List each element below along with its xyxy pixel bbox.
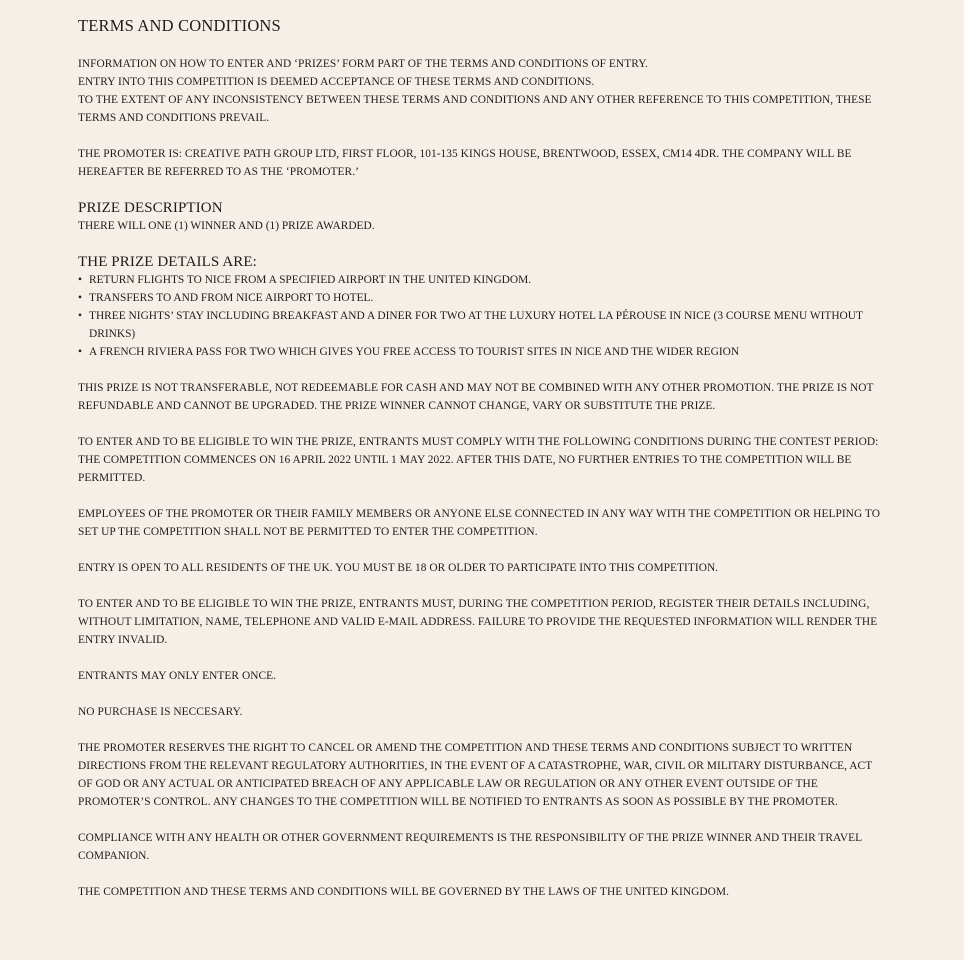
eligibility-text: TO ENTER AND TO BE ELIGIBLE TO WIN THE PRIZE, ENTRANTS MUST COMPLY WITH THE FOLLOWING CONDITIONS DURING THE CONTEST PERIOD: THE COMPETITION COMMENCES ON 16 APRIL 2022 UNTIL 1 MAY 2022. AFTER THIS DATE, NO FURTHER ENTRIES TO THE COMPETITION WILL BE PERMITTED.	[78, 436, 879, 484]
prize-description-section	[78, 199, 884, 235]
prize-detail-item: • TRANSFERS TO AND FROM NICE AIRPORT TO HOTEL.	[78, 289, 884, 307]
prize-detail-item: • RETURN FLIGHTS TO NICE FROM A SPECIFIED AIRPORT IN THE UNITED KINGDOM.	[78, 271, 884, 289]
purchase-text: NO PURCHASE IS NECCESARY.	[78, 706, 243, 718]
residency-text: ENTRY IS OPEN TO ALL RESIDENTS OF THE UK. YOU MUST BE 18 OR OLDER TO PARTICIPATE INTO THIS COMPETITION.	[78, 562, 719, 574]
page-title: TERMS AND CONDITIONS	[78, 16, 281, 35]
intro-line: ENTRY INTO THIS COMPETITION IS DEEMED ACCEPTANCE OF THESE TERMS AND CONDITIONS.	[78, 76, 595, 88]
intro-line: TO THE EXTENT OF ANY INCONSISTENCY BETWEEN THESE TERMS AND CONDITIONS AND ANY OTHER REFERENCE TO THIS COMPETITION, THESE TERMS AND CONDITIONS PREVAIL.	[78, 94, 872, 124]
compliance-text: COMPLIANCE WITH ANY HEALTH OR OTHER GOVERNMENT REQUIREMENTS IS THE RESPONSIBILITY OF THE PRIZE WINNER AND THEIR TRAVEL COMPANION.	[78, 832, 862, 862]
intro-line: INFORMATION ON HOW TO ENTER AND ‘PRIZES’ FORM PART OF THE TERMS AND CONDITIONS OF ENTRY.	[78, 58, 648, 70]
registration-text: TO ENTER AND TO BE ELIGIBLE TO WIN THE PRIZE, ENTRANTS MUST, DURING THE COMPETITION PERIOD, REGISTER THEIR DETAILS INCLUDING, WITHOUT LIMITATION, NAME, TELEPHONE AND VALID E-MAIL ADDRESS. FAILURE TO PROVIDE THE REQUESTED INFORMATION WILL RENDER THE ENTRY INVALID.	[78, 598, 878, 646]
intro-block	[78, 55, 884, 127]
amendments-text: THE PROMOTER RESERVES THE RIGHT TO CANCEL OR AMEND THE COMPETITION AND THESE TERMS AND CONDITIONS SUBJECT TO WRITTEN DIRECTIONS FROM THE RELEVANT REGULATORY AUTHORITIES, IN THE EVENT OF A CATASTROPHE, WAR, CIVIL OR MILITARY DISTURBANCE, ACT OF GOD OR ANY ACTUAL OR ANTICIPATED BREACH OF ANY APPLICABLE LAW OR REGULATION OR ANY OTHER EVENT OUTSIDE OF THE PROMOTER’S CONTROL. ANY CHANGES TO THE COMPETITION WILL BE NOTIFIED TO ENTRANTS AS SOON AS POSSIBLE BY THE PROMOTER.	[78, 742, 872, 808]
eligibility-paragraph	[78, 433, 884, 487]
prize-details-list	[78, 271, 884, 361]
prize-description-text: THERE WILL ONE (1) WINNER AND (1) PRIZE AWARDED.	[78, 220, 375, 232]
promoter-text: THE PROMOTER IS: CREATIVE PATH GROUP LTD, FIRST FLOOR, 101-135 KINGS HOUSE, BRENTWOOD, ESSEX, CM14 4DR. THE COMPANY WILL BE HEREAFTER BE REFERRED TO AS THE ‘PROMOTER.’	[78, 148, 852, 178]
prize-detail-item: • A FRENCH RIVIERA PASS FOR TWO WHICH GIVES YOU FREE ACCESS TO TOURIST SITES IN NICE AND THE WIDER REGION	[78, 343, 884, 361]
governing-law-text: THE COMPETITION AND THESE TERMS AND CONDITIONS WILL BE GOVERNED BY THE LAWS OF THE UNITED KINGDOM.	[78, 886, 730, 898]
prize-description-heading: PRIZE DESCRIPTION	[78, 200, 223, 216]
non-transferable-text: THIS PRIZE IS NOT TRANSFERABLE, NOT REDEEMABLE FOR CASH AND MAY NOT BE COMBINED WITH ANY OTHER PROMOTION. THE PRIZE IS NOT REFUNDABLE AND CANNOT BE UPGRADED. THE PRIZE WINNER CANNOT CHANGE, VARY OR SUBSTITUTE THE PRIZE.	[78, 382, 874, 412]
governing-law-paragraph	[78, 883, 884, 901]
non-transferable-paragraph	[78, 379, 884, 415]
residency-paragraph	[78, 559, 884, 577]
compliance-paragraph	[78, 829, 884, 865]
amendments-paragraph	[78, 739, 884, 811]
prize-details-section	[78, 253, 884, 361]
entry-limit-paragraph	[78, 667, 884, 685]
entry-limit-text: ENTRANTS MAY ONLY ENTER ONCE.	[78, 670, 277, 682]
employees-paragraph	[78, 505, 884, 541]
registration-paragraph	[78, 595, 884, 649]
prize-details-heading: THE PRIZE DETAILS ARE:	[78, 254, 257, 270]
promoter-block	[78, 145, 884, 181]
employees-text: EMPLOYEES OF THE PROMOTER OR THEIR FAMILY MEMBERS OR ANYONE ELSE CONNECTED IN ANY WAY WITH THE COMPETITION OR HELPING TO SET UP THE COMPETITION SHALL NOT BE PERMITTED TO ENTER THE COMPETITION.	[78, 508, 881, 538]
prize-detail-item: • THREE NIGHTS’ STAY INCLUDING BREAKFAST AND A DINER FOR TWO AT THE LUXURY HOTEL LA PÉROUSE IN NICE (3 COURSE MENU WITHOUT DRINKS)	[78, 307, 884, 343]
purchase-paragraph	[78, 703, 884, 721]
